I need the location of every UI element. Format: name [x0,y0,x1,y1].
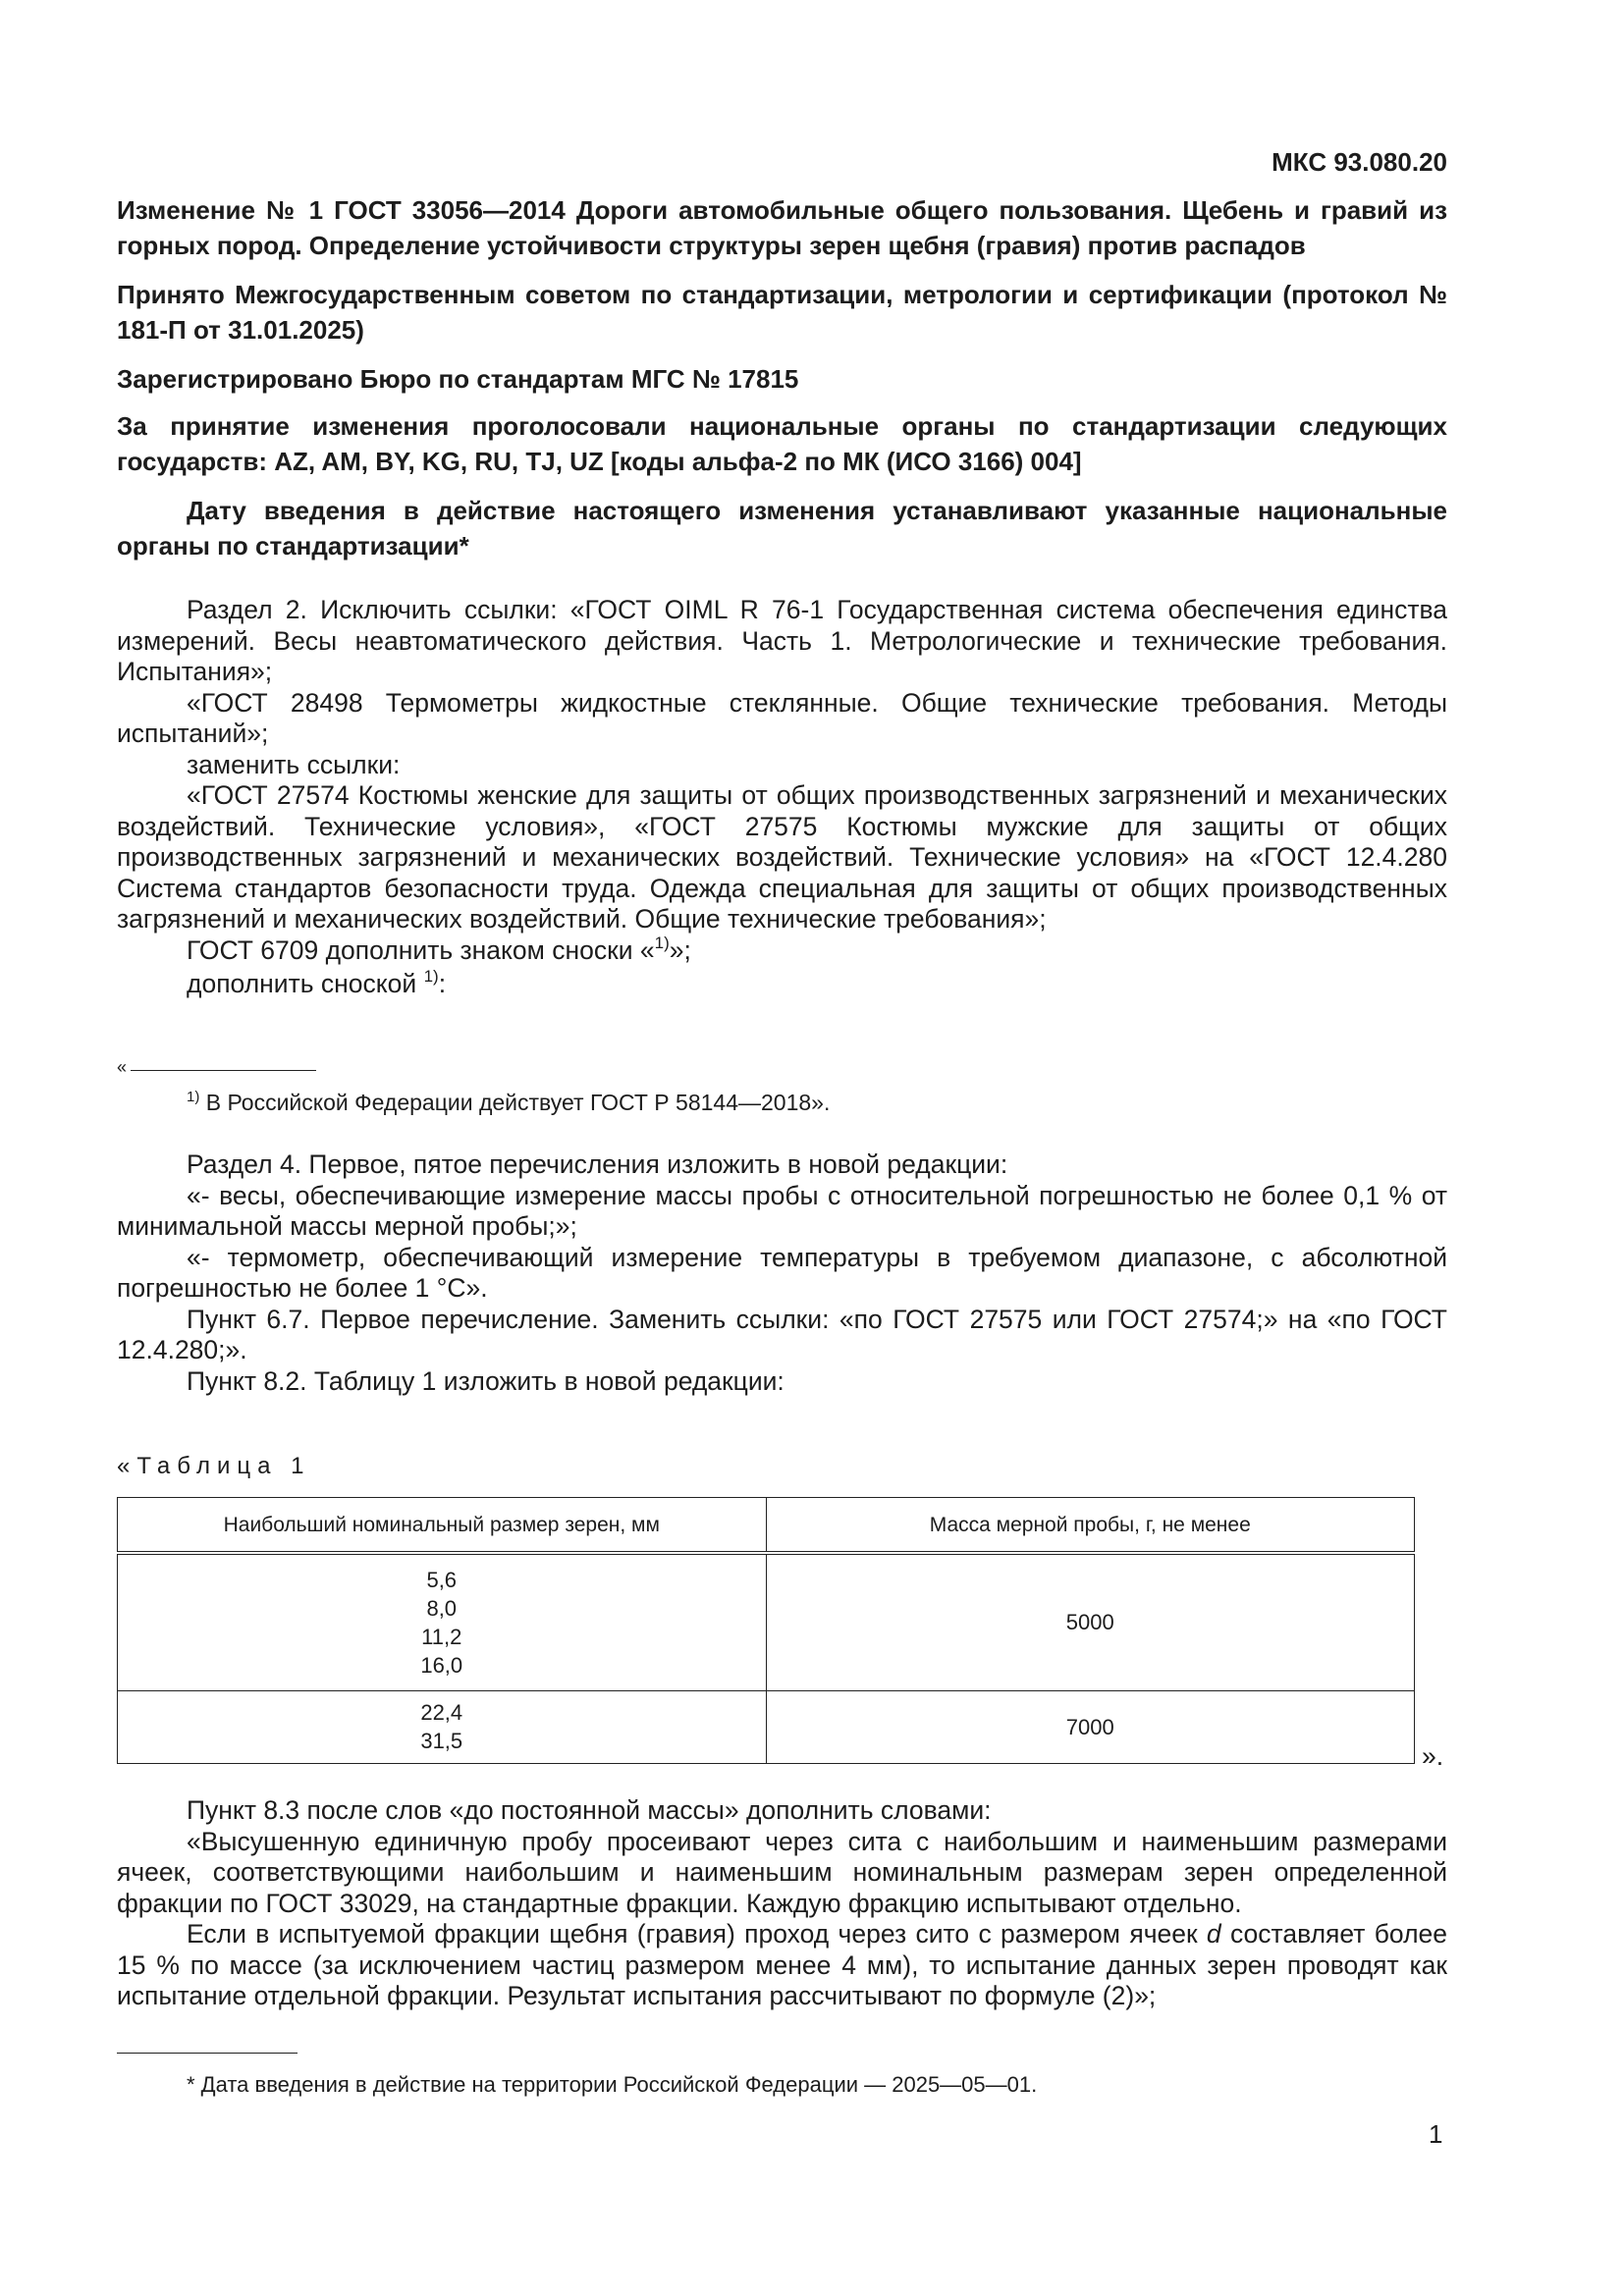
footnote-rule [117,2053,298,2054]
section-2-paragraph: Раздел 2. Исключить ссылки: «ГОСТ OIML R 76-1 Государственная система обеспечения единства измерений. Весы неавтоматического действия. Часть 1. Метрологические и технические требования. Испытания»; [117,595,1447,686]
page-number: 1 [1429,2119,1443,2149]
section-2 [117,595,1447,1003]
table-cell-mass: 5000 [766,1553,1415,1690]
section-4-paragraph: Пункт 6.7. Первое перечисление. Заменить ссылки: «по ГОСТ 27575 или ГОСТ 27574;» на «по ГОСТ 12.4.280;». [117,1304,1447,1364]
table-cell-sizes: 5,6 8,0 11,2 16,0 [118,1553,767,1690]
adopted-note: Принято Межгосударственным советом по стандартизации, метрологии и сертификации (протокол № 181-П от 31.01.2025) [117,280,1447,345]
footnote-mark: 1) [654,933,670,952]
table-cell-sizes: 22,4 31,5 [118,1690,767,1763]
section-4-paragraph: «- термометр, обеспечивающий измерение температуры в требуемом диапазоне, с абсолютной погрешностью не более 1 °С». [117,1242,1447,1303]
section-4-paragraph: Раздел 4. Первое, пятое перечисления изложить в новой редакции: [187,1149,1008,1179]
footnote-mark: 1) [187,1089,200,1105]
variable-d: d [1206,1919,1221,1949]
section-4-paragraph: «- весы, обеспечивающие измерение массы пробы с относительной погрешностью не более 0,1 % от минимальной массы мерной пробы;»; [117,1180,1447,1241]
footnote-rule [131,1070,316,1071]
mks-code: МКС 93.080.20 [1272,147,1447,177]
table-cell-mass: 7000 [766,1690,1415,1763]
table-header-row [118,1498,1415,1554]
section-2-paragraph: ГОСТ 6709 дополнить знаком сноски «$^{1)}$»; [187,933,691,965]
footnote-mark: 1) [423,967,439,986]
footnote-star: * Дата введения в действие на территории Российской Федерации — 2025—05—01. [187,2072,1038,2097]
footnote-1: $^{1)}$ В Российской Федерации действует ГОСТ Р 58144—2018». [187,1089,831,1115]
amendment-title: Изменение № 1 ГОСТ 33056—2014 Дороги автомобильные общего пользования. Щебень и гравий из горных пород. Определение устойчивости структуры зерен щебня (гравия) против распадов [117,195,1447,260]
footnote-quote-mark: « [117,1057,128,1077]
table-row [118,1553,1415,1690]
section-8-paragraph: Если в испытуемой фракции щебня (гравия) проход через сито с размером ячеек d составляет более 15 % по массе (за исключением частиц размером менее 4 мм), то испытание данных зерен проводят как испытание отдельной фракции. Результат испытания рассчитывают по формуле (2)»; [117,1919,1448,2010]
table-caption: «Таблица 1 [117,1453,311,1479]
section-2-paragraph: заменить ссылки: [187,749,401,779]
table-header-cell: Масса мерной пробы, г, не менее [766,1498,1415,1554]
table-1 [117,1497,1415,1764]
section-8-paragraph: «Высушенную единичную пробу просеивают через сита с наибольшим и наименьшим размерами ячеек, соответствующими наибольшим и наименьшим номинальным размерам зерен определенной фракции по ГОСТ 33029, на стандартные фракции. Каждую фракцию испытывают отдельно. [117,1826,1447,1918]
section-2-paragraph: «ГОСТ 28498 Термометры жидкостные стеклянные. Общие технические требования. Методы испытаний»; [117,687,1447,748]
voted-note: За принятие изменения проголосовали национальные органы по стандартизации следующих государств: AZ, AM, BY, KG, RU, TJ, UZ [коды альфа-2 по МК (ИСО 3166) 004] [117,411,1447,476]
section-8-paragraph: Пункт 8.3 после слов «до постоянной массы» дополнить словами: [187,1795,992,1825]
section-2-paragraph: дополнить сноской $^{1)}$: [187,967,447,998]
section-8-3 [117,1795,1447,2012]
effective-date-note: Дату введения в действие настоящего изменения устанавливают указанные национальные органы по стандартизации* [117,496,1447,561]
section-2-paragraph: «ГОСТ 27574 Костюмы женские для защиты от общих производственных загрязнений и механических воздействий. Технические условия», «ГОСТ 27575 Костюмы мужские для защиты от общих производственных загрязнений и механических воздействий. Технические условия» на «ГОСТ 12.4.280 Система стандартов безопасности труда. Одежда специальная для защиты от общих производственных загрязнений и механических воздействий. Общие технические требования»; [117,780,1447,934]
table-closing-quote: ». [1422,1741,1444,1771]
section-4 [117,1149,1447,1397]
registered-note: Зарегистрировано Бюро по стандартам МГС № 17815 [117,364,799,394]
table-header-cell: Наибольший номинальный размер зерен, мм [118,1498,767,1554]
section-4-paragraph: Пункт 8.2. Таблицу 1 изложить в новой редакции: [187,1365,785,1396]
table-row [118,1690,1415,1763]
